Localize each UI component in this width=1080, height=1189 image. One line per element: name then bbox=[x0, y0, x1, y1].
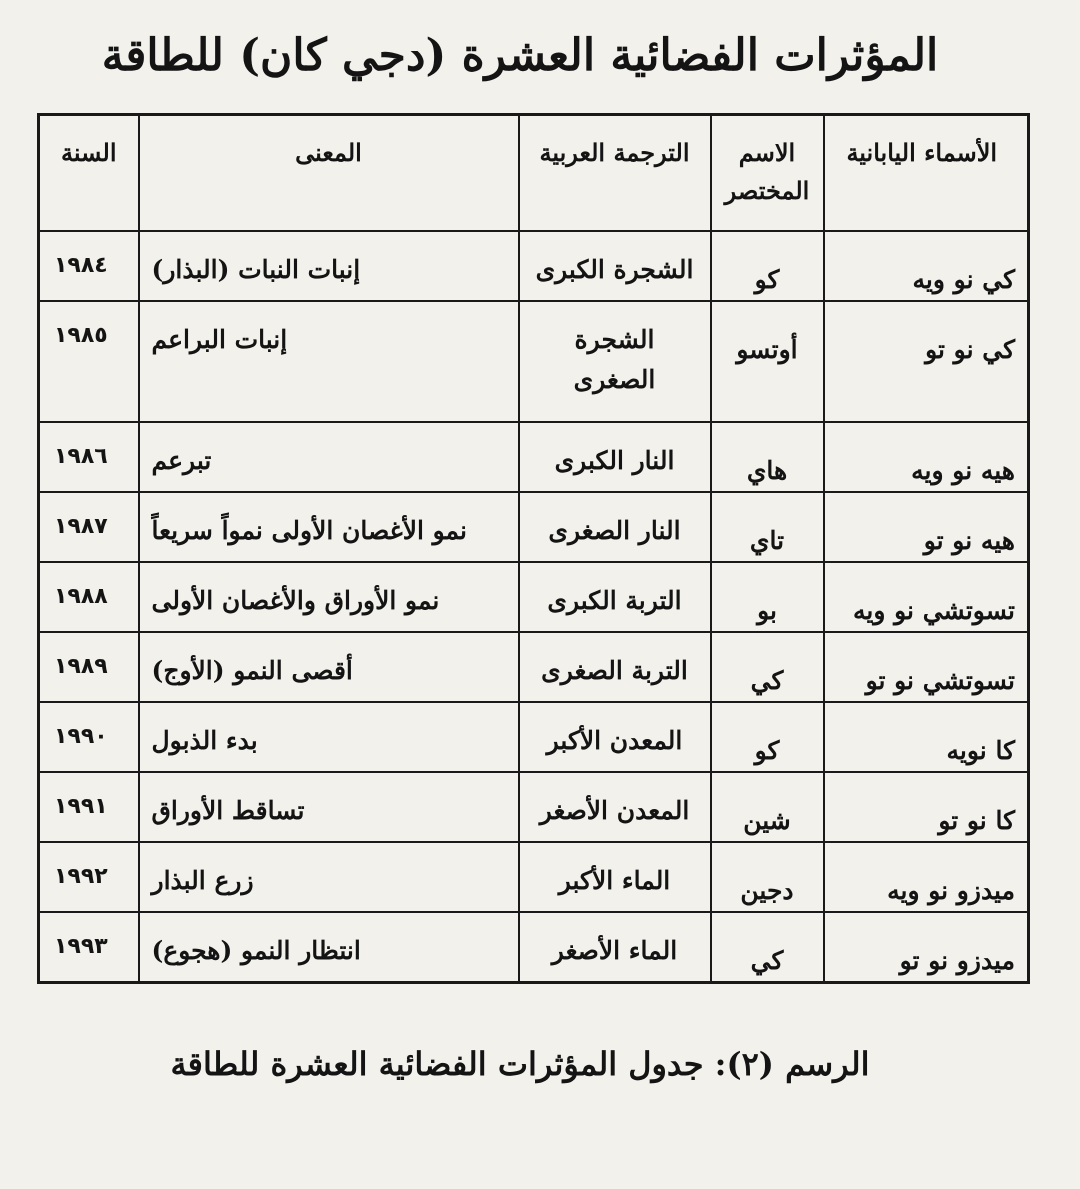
cell-short-name: كي bbox=[711, 912, 824, 983]
cell-year: ١٩٩١ bbox=[39, 772, 139, 842]
header-arabic-translation: الترجمة العربية bbox=[519, 115, 711, 231]
cell-meaning: انتظار النمو (هجوع) bbox=[139, 912, 519, 983]
cell-arabic-translation: المعدن الأكبر bbox=[519, 702, 711, 772]
cell-arabic-translation: الماء الأكبر bbox=[519, 842, 711, 912]
table-row bbox=[39, 562, 1029, 632]
figure-caption: الرسم (٢): جدول المؤثرات الفضائية العشرة للطاقة bbox=[170, 1045, 870, 1083]
cell-short-name: كو bbox=[711, 231, 824, 301]
cell-short-name: كو bbox=[711, 702, 824, 772]
cell-short-name: شين bbox=[711, 772, 824, 842]
table-row bbox=[39, 492, 1029, 562]
cell-japanese-name: كي نو ويه bbox=[824, 231, 1029, 301]
cell-meaning: تساقط الأوراق bbox=[139, 772, 519, 842]
ten-influences-table bbox=[37, 113, 1030, 984]
cell-year: ١٩٨٤ bbox=[39, 231, 139, 301]
header-meaning: المعنى bbox=[139, 115, 519, 231]
cell-japanese-name: كي نو تو bbox=[824, 301, 1029, 422]
cell-short-name: بو bbox=[711, 562, 824, 632]
cell-japanese-name: كا نو تو bbox=[824, 772, 1029, 842]
cell-year: ١٩٨٨ bbox=[39, 562, 139, 632]
cell-meaning: زرع البذار bbox=[139, 842, 519, 912]
cell-year: ١٩٩٠ bbox=[39, 702, 139, 772]
cell-arabic-translation: التربة الكبرى bbox=[519, 562, 711, 632]
cell-arabic-translation: الماء الأصغر bbox=[519, 912, 711, 983]
cell-year: ١٩٨٧ bbox=[39, 492, 139, 562]
cell-meaning: إنبات البراعم bbox=[139, 301, 519, 422]
table-row bbox=[39, 842, 1029, 912]
cell-meaning: تبرعم bbox=[139, 422, 519, 492]
cell-japanese-name: هيه نو ويه bbox=[824, 422, 1029, 492]
cell-japanese-name: تسوتشي نو ويه bbox=[824, 562, 1029, 632]
cell-year: ١٩٩٣ bbox=[39, 912, 139, 983]
cell-arabic-translation: النار الكبرى bbox=[519, 422, 711, 492]
cell-short-name: كي bbox=[711, 632, 824, 702]
cell-japanese-name: ميدزو نو ويه bbox=[824, 842, 1029, 912]
table-header-row bbox=[39, 115, 1029, 231]
cell-year: ١٩٩٢ bbox=[39, 842, 139, 912]
table-row bbox=[39, 301, 1029, 422]
header-short-name: الاسم المختصر bbox=[711, 115, 824, 231]
cell-year: ١٩٨٥ bbox=[39, 301, 139, 422]
cell-meaning: إنبات النبات (البذار) bbox=[139, 231, 519, 301]
cell-year: ١٩٨٩ bbox=[39, 632, 139, 702]
table-row bbox=[39, 912, 1029, 983]
cell-arabic-translation: الشجرة الصغرى bbox=[519, 301, 711, 422]
table-row bbox=[39, 772, 1029, 842]
cell-meaning: أقصى النمو (الأوج) bbox=[139, 632, 519, 702]
cell-japanese-name: كا نويه bbox=[824, 702, 1029, 772]
page-title: المؤثرات الفضائية العشرة (دجي كان) للطاقة bbox=[101, 30, 939, 81]
cell-arabic-translation: المعدن الأصغر bbox=[519, 772, 711, 842]
cell-year: ١٩٨٦ bbox=[39, 422, 139, 492]
table-row bbox=[39, 702, 1029, 772]
cell-japanese-name: تسوتشي نو تو bbox=[824, 632, 1029, 702]
table-row bbox=[39, 632, 1029, 702]
cell-arabic-translation: الشجرة الكبرى bbox=[519, 231, 711, 301]
cell-japanese-name: ميدزو نو تو bbox=[824, 912, 1029, 983]
cell-short-name: تاي bbox=[711, 492, 824, 562]
cell-short-name: هاي bbox=[711, 422, 824, 492]
table-row bbox=[39, 231, 1029, 301]
header-japanese-names: الأسماء اليابانية bbox=[824, 115, 1029, 231]
cell-arabic-translation: النار الصغرى bbox=[519, 492, 711, 562]
cell-short-name: دجين bbox=[711, 842, 824, 912]
table-row bbox=[39, 422, 1029, 492]
cell-japanese-name: هيه نو تو bbox=[824, 492, 1029, 562]
header-year: السنة bbox=[39, 115, 139, 231]
cell-short-name: أوتسو bbox=[711, 301, 824, 422]
cell-arabic-translation: التربة الصغرى bbox=[519, 632, 711, 702]
cell-meaning: نمو الأغصان الأولى نمواً سريعاً bbox=[139, 492, 519, 562]
cell-meaning: نمو الأوراق والأغصان الأولى bbox=[139, 562, 519, 632]
cell-meaning: بدء الذبول bbox=[139, 702, 519, 772]
